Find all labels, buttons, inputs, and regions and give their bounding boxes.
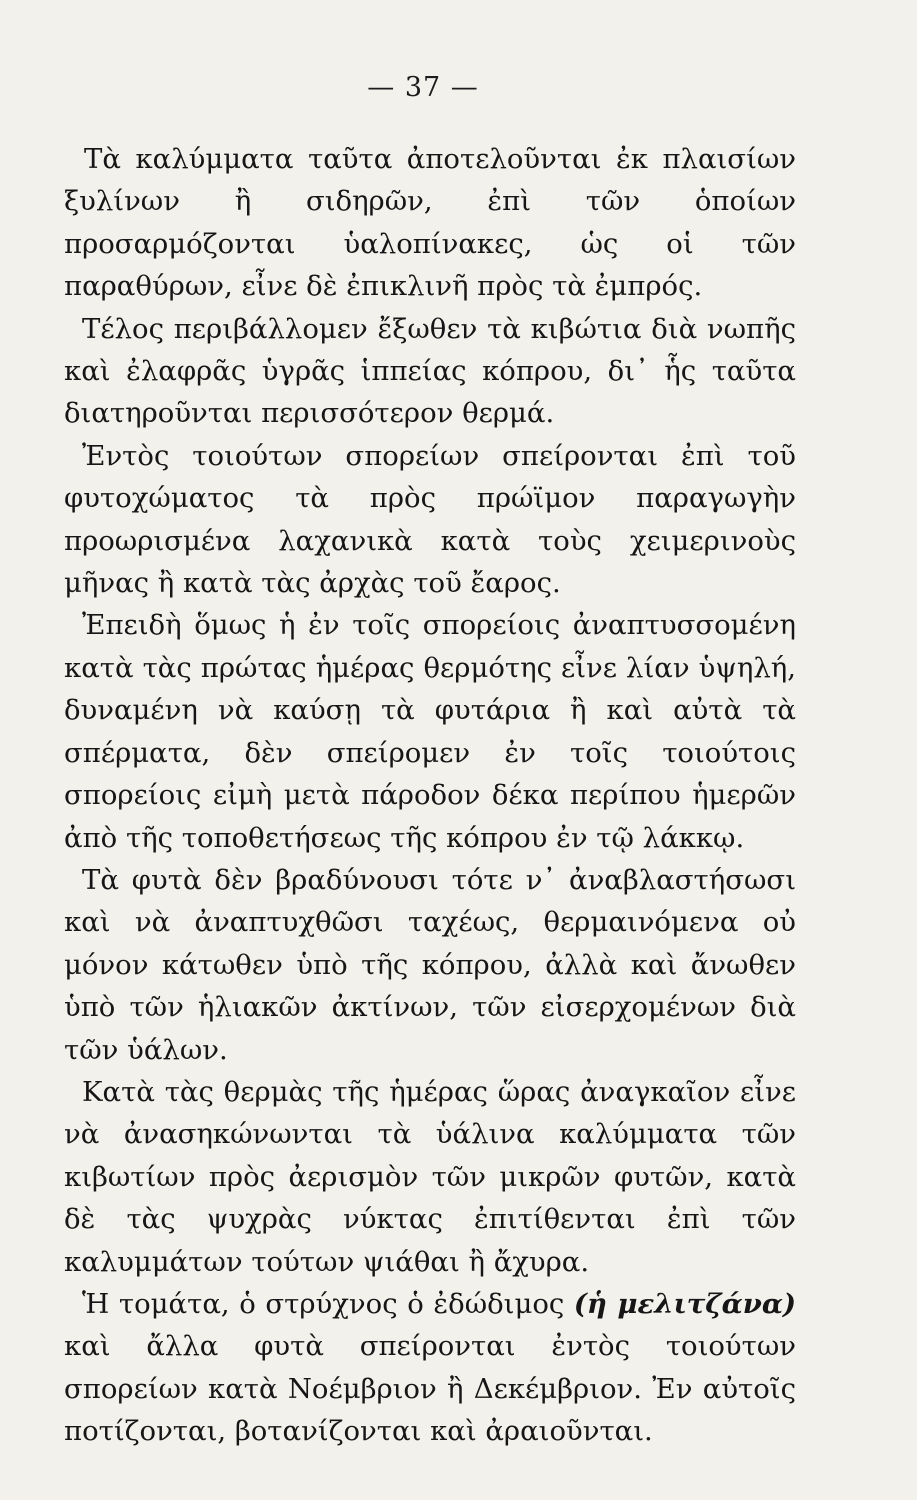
paragraph-7-end: καὶ ἄλλα φυτὰ σπείρονται ἐντὸς τοιούτων σπορείων κατὰ Νοέμβριον ἢ Δεκέμβριον. Ἐν αὐτοῖς ποτίζονται, βοτανίζονται καὶ ἀραιοῦνται. <box>64 1330 796 1448</box>
paragraph-5: Τὰ φυτὰ δὲν βραδύνουσι τότε ν᾿ ἀναβλαστήσωσι καὶ νὰ ἀναπτυχθῶσι ταχέως, θερμαινόμενα οὐ μόνον κάτωθεν ὑπὸ τῆς κόπρου, ἀλλὰ καὶ ἄνωθεν ὑπὸ τῶν ἡλιακῶν ἀκτίνων, τῶν εἰσερχομένων διὰ τῶν ὑάλων. <box>64 863 796 1066</box>
paragraph-7-start: Ἡ τομάτα, ὁ στρύχνος ὁ ἐδώδιμος <box>82 1287 574 1320</box>
paragraph-1: Τὰ καλύμματα ταῦτα ἀποτελοῦνται ἐκ πλαισίων ξυλίνων ἢ σιδηρῶν, ἐπὶ τῶν ὁποίων προσαρμόζονται ὑαλοπίνακες, ὡς οἱ τῶν παραθύρων, εἶνε δὲ ἐπικλινῆ πρὸς τὰ ἐμπρός. <box>64 143 796 303</box>
paragraph-3: Ἐντὸς τοιούτων σπορείων σπείρονται ἐπὶ τοῦ φυτοχώματος τὰ πρὸς πρώϊμον παραγωγὴν προωρισμένα λαχανικὰ κατὰ τοὺς χειμερινοὺς μῆνας ἢ κατὰ τὰς ἀρχὰς τοῦ ἔαρος. <box>64 439 796 600</box>
paragraph-7 <box>64 1283 796 1453</box>
page-number: — 37 — <box>367 72 479 103</box>
emphasized-term: (ἡ μελιτζάνα) <box>573 1287 796 1320</box>
paragraph-2: Τέλος περιβάλλομεν ἔξωθεν τὰ κιβώτια διὰ νωπῆς καὶ ἐλαφρᾶς ὑγρᾶς ἱππείας κόπρου, δι᾿ ἧς ταῦτα διατηροῦνται περισσότερον θερμά. <box>64 312 796 430</box>
paragraph-6: Κατὰ τὰς θερμὰς τῆς ἡμέρας ὥρας ἀναγκαῖον εἶνε νὰ ἀνασηκώνωνται τὰ ὑάλινα καλύμματα τῶν κιβωτίων πρὸς ἀερισμὸν τῶν μικρῶν φυτῶν, κατὰ δὲ τὰς ψυχρὰς νύκτας ἐπιτίθενται ἐπὶ τῶν καλυμμάτων τούτων ψιάθαι ἢ ἄχυρα. <box>64 1075 796 1278</box>
body-text <box>64 138 796 1453</box>
paragraph-4: Ἐπειδὴ ὅμως ἡ ἐν τοῖς σπορείοις ἀναπτυσσομένη κατὰ τὰς πρώτας ἡμέρας θερμότης εἶνε λίαν ὑψηλή, δυναμένη νὰ καύσῃ τὰ φυτάρια ἢ καὶ αὐτὰ τὰ σπέρματα, δὲν σπείρομεν ἐν τοῖς τοιούτοις σπορείοις εἰμὴ μετὰ πάροδον δέκα περίπου ἡμερῶν ἀπὸ τῆς τοποθετήσεως τῆς κόπρου ἐν τῷ λάκκῳ. <box>64 609 796 854</box>
